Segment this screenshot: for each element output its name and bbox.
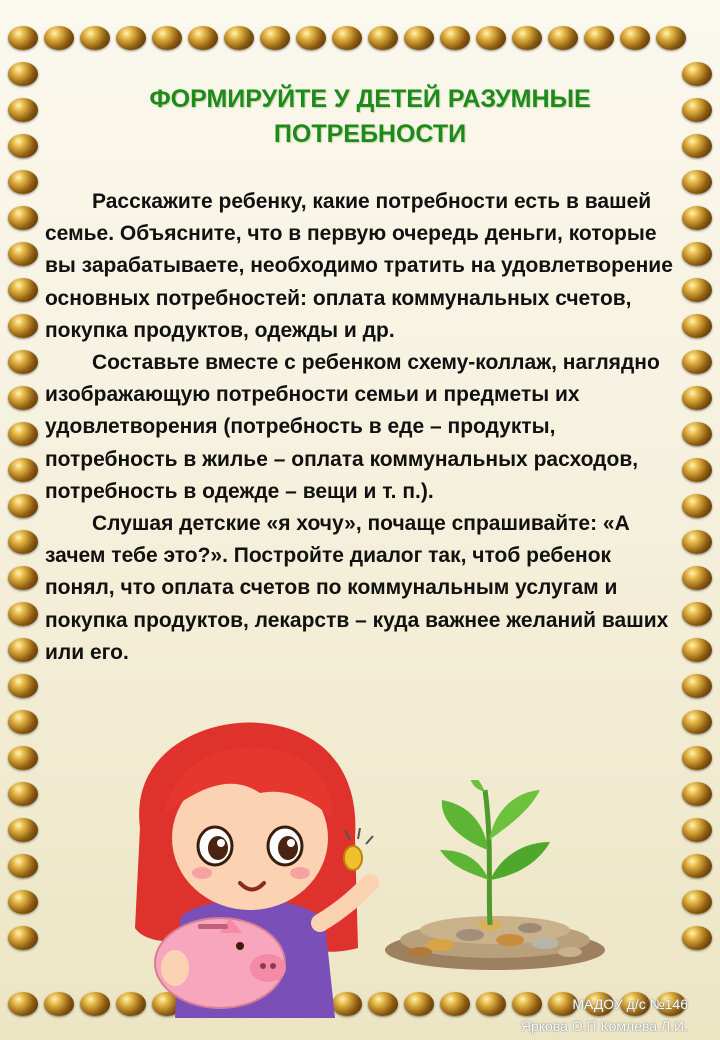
bead-ornament bbox=[8, 638, 38, 662]
credit bbox=[521, 993, 688, 1037]
bead-ornament bbox=[682, 854, 712, 878]
bead-ornament bbox=[682, 314, 712, 338]
bead-ornament bbox=[584, 26, 614, 50]
coin-plant-illustration bbox=[380, 780, 620, 980]
bead-ornament bbox=[8, 242, 38, 266]
bead-ornament bbox=[80, 26, 110, 50]
bead-ornament bbox=[332, 26, 362, 50]
bead-ornament bbox=[8, 206, 38, 230]
bead-ornament bbox=[116, 26, 146, 50]
bead-ornament bbox=[682, 62, 712, 86]
bead-ornament bbox=[296, 26, 326, 50]
body-text bbox=[45, 186, 685, 669]
bead-ornament bbox=[682, 602, 712, 626]
credit-line-2: Яркова О.П Комлева Л.И. bbox=[520, 1018, 688, 1034]
bead-ornament bbox=[8, 926, 38, 950]
bead-ornament bbox=[44, 26, 74, 50]
bead-ornament bbox=[8, 278, 38, 302]
bead-ornament bbox=[682, 530, 712, 554]
bead-ornament bbox=[8, 710, 38, 734]
bead-ornament bbox=[8, 386, 38, 410]
paragraph-2: Составьте вместе с ребенком схему-коллаж, наглядно изображающую потребности семьи и предметы их удовлетворения (потребность в еде – продукты, потребность в жилье – оплата коммунальных расходов, потребность в одежде – вещи и т. п.). bbox=[45, 351, 660, 503]
bead-ornament bbox=[404, 26, 434, 50]
bead-ornament bbox=[682, 566, 712, 590]
title-line-2: ПОТРЕБНОСТИ bbox=[273, 120, 467, 148]
bead-ornament bbox=[152, 26, 182, 50]
bead-ornament bbox=[682, 890, 712, 914]
bead-ornament bbox=[682, 638, 712, 662]
bead-ornament bbox=[260, 26, 290, 50]
bead-ornament bbox=[682, 206, 712, 230]
bead-ornament bbox=[8, 62, 38, 86]
bead-ornament bbox=[8, 530, 38, 554]
paragraph-3: Слушая детские «я хочу», почаще спрашивайте: «А зачем тебе это?». Постройте диалог так, чтоб ребенок понял, что оплата счетов по коммунальным услугам и покупка продуктов, лекарств – куда важнее желаний ваших или его. bbox=[45, 512, 669, 664]
girl-with-piggy-bank-illustration bbox=[120, 718, 390, 1018]
bead-ornament bbox=[8, 170, 38, 194]
bead-ornament bbox=[440, 26, 470, 50]
bead-ornament bbox=[682, 422, 712, 446]
bead-ornament bbox=[8, 674, 38, 698]
bead-ornament bbox=[8, 422, 38, 446]
paragraph-1: Расскажите ребенку, какие потребности есть в вашей семье. Объясните, что в первую очередь деньги, которые вы зарабатываете, необходимо тратить на удовлетворение основных потребностей: оплата коммунальных счетов, покупка продуктов, одежды и др. bbox=[45, 190, 673, 342]
bead-ornament bbox=[224, 26, 254, 50]
bead-ornament bbox=[8, 992, 38, 1016]
bead-ornament bbox=[682, 746, 712, 770]
bead-ornament bbox=[8, 818, 38, 842]
bead-ornament bbox=[8, 854, 38, 878]
bead-ornament bbox=[8, 98, 38, 122]
bead-ornament bbox=[682, 134, 712, 158]
bead-ornament bbox=[682, 926, 712, 950]
bead-ornament bbox=[8, 746, 38, 770]
bead-ornament bbox=[682, 350, 712, 374]
bead-ornament bbox=[440, 992, 470, 1016]
bead-ornament bbox=[682, 818, 712, 842]
bead-ornament bbox=[8, 566, 38, 590]
bead-ornament bbox=[44, 992, 74, 1016]
bead-ornament bbox=[8, 26, 38, 50]
title-line-1: ФОРМИРУЙТЕ У ДЕТЕЙ РАЗУМНЫЕ bbox=[149, 85, 591, 113]
credit-line-1: МАДОУ д/с №146 bbox=[572, 996, 688, 1012]
bead-ornament bbox=[368, 26, 398, 50]
bead-ornament bbox=[620, 26, 650, 50]
bead-ornament bbox=[8, 890, 38, 914]
bead-ornament bbox=[8, 602, 38, 626]
bead-ornament bbox=[476, 26, 506, 50]
bead-ornament bbox=[80, 992, 110, 1016]
bead-ornament bbox=[682, 386, 712, 410]
bead-ornament bbox=[8, 782, 38, 806]
bead-ornament bbox=[8, 350, 38, 374]
bead-ornament bbox=[188, 26, 218, 50]
bead-ornament bbox=[682, 494, 712, 518]
bead-ornament bbox=[682, 170, 712, 194]
bead-ornament bbox=[656, 26, 686, 50]
bead-ornament bbox=[8, 134, 38, 158]
bead-ornament bbox=[682, 242, 712, 266]
bead-ornament bbox=[682, 278, 712, 302]
page-title bbox=[90, 82, 650, 152]
bead-ornament bbox=[8, 494, 38, 518]
bead-ornament bbox=[682, 710, 712, 734]
bead-ornament bbox=[8, 458, 38, 482]
bead-ornament bbox=[682, 782, 712, 806]
bead-ornament bbox=[682, 98, 712, 122]
bead-ornament bbox=[682, 458, 712, 482]
bead-ornament bbox=[476, 992, 506, 1016]
bead-ornament bbox=[548, 26, 578, 50]
bead-ornament bbox=[512, 26, 542, 50]
bead-ornament bbox=[682, 674, 712, 698]
bead-ornament bbox=[8, 314, 38, 338]
bead-ornament bbox=[404, 992, 434, 1016]
